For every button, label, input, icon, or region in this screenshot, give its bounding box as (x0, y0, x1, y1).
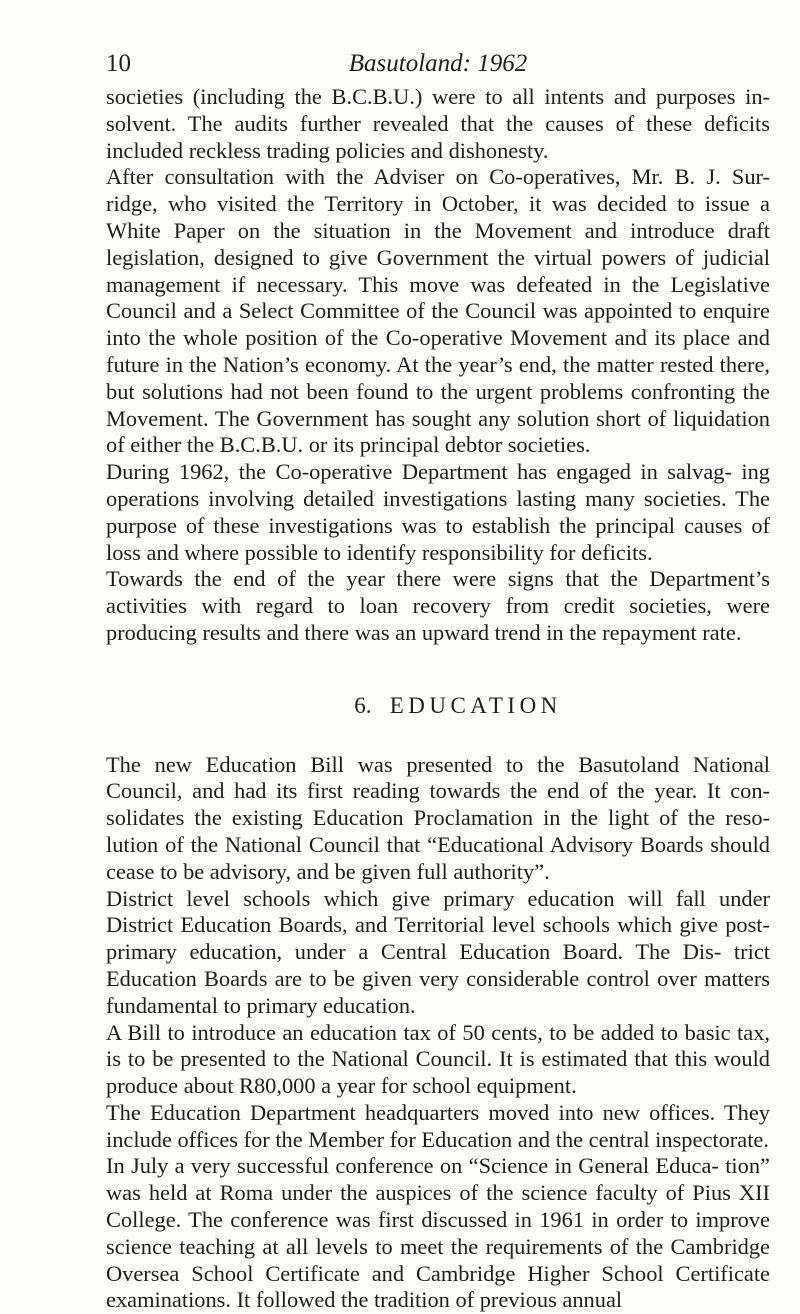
paragraph: The Education Department headquarters moved into new offices. They include offices for the Member for Education and the central inspectorate. (106, 1099, 770, 1152)
paragraph: During 1962, the Co-operative Department has engaged in salvag- ing operations involving detailed investigations lasting many societies. The purpose of these investigations was to establish the principal causes of loss and where possible to identify responsibility for deficits. (106, 459, 770, 565)
paragraph: Towards the end of the year there were signs that the Department’s activities with regard to loan recovery from credit societies, were producing results and there was an upward trend in the repayment rate. (106, 566, 770, 645)
paragraph: A Bill to introduce an education tax of 50 cents, to be added to basic tax, is to be presented to the National Council. It is estimated that this would produce about R80,000 a year for school equipment. (106, 1019, 770, 1099)
document-page (106, 44, 770, 1314)
section-number: 6. (354, 692, 372, 718)
section-title: EDUCATION (389, 692, 562, 718)
body-text (106, 84, 770, 1314)
paragraph: The new Education Bill was presented to the Basutoland National Council, and had its first reading towards the end of the year. It con- solidates the existing Education Proclamation in the light of the reso- lution of the National Council that “Educational Advisory Boards should cease to be advisory, and be given full authority”. (106, 751, 770, 884)
page-number: 10 (106, 50, 131, 77)
running-header (106, 44, 770, 84)
paragraph: District level schools which give primary education will fall under District Education Boards, and Territorial level schools which give post-primary education, under a Central Education Board. The Dis- trict Education Boards are to be given very considerable control over matters fundamental to primary education. (106, 885, 770, 1018)
paragraph: After consultation with the Adviser on Co-operatives, Mr. B. J. Sur- ridge, who visited the Territory in October, it was decided to issue a White Paper on the situation in the Movement and introduce draft legislation, designed to give Government the virtual powers of judicial management if necessary. This move was defeated in the Legislative Council and a Select Committee of the Council was appointed to enquire into the whole position of the Co-operative Movement and its place and future in the Nation’s economy. At the year’s end, the matter rested there, but solutions had not been found to the urgent problems confronting the Movement. The Government has sought any solution short of liquidation of either the B.C.B.U. or its principal debtor societies. (106, 164, 770, 458)
section-heading (106, 693, 770, 720)
paragraph: societies (including the B.C.B.U.) were to all intents and purposes in- solvent. The audits further revealed that the causes of these deficits included reckless trading policies and dishonesty. (106, 84, 770, 163)
paragraph: In July a very successful conference on “Science in General Educa- tion” was held at Roma under the auspices of the science faculty of Pius XII College. The conference was first discussed in 1961 in order to improve science teaching at all levels to meet the requirements of the Cambridge Oversea School Certificate and Cambridge Higher School Certificate examinations. It followed the tradition of previous annual (106, 1153, 770, 1313)
running-title: Basutoland: 1962 (348, 50, 528, 77)
